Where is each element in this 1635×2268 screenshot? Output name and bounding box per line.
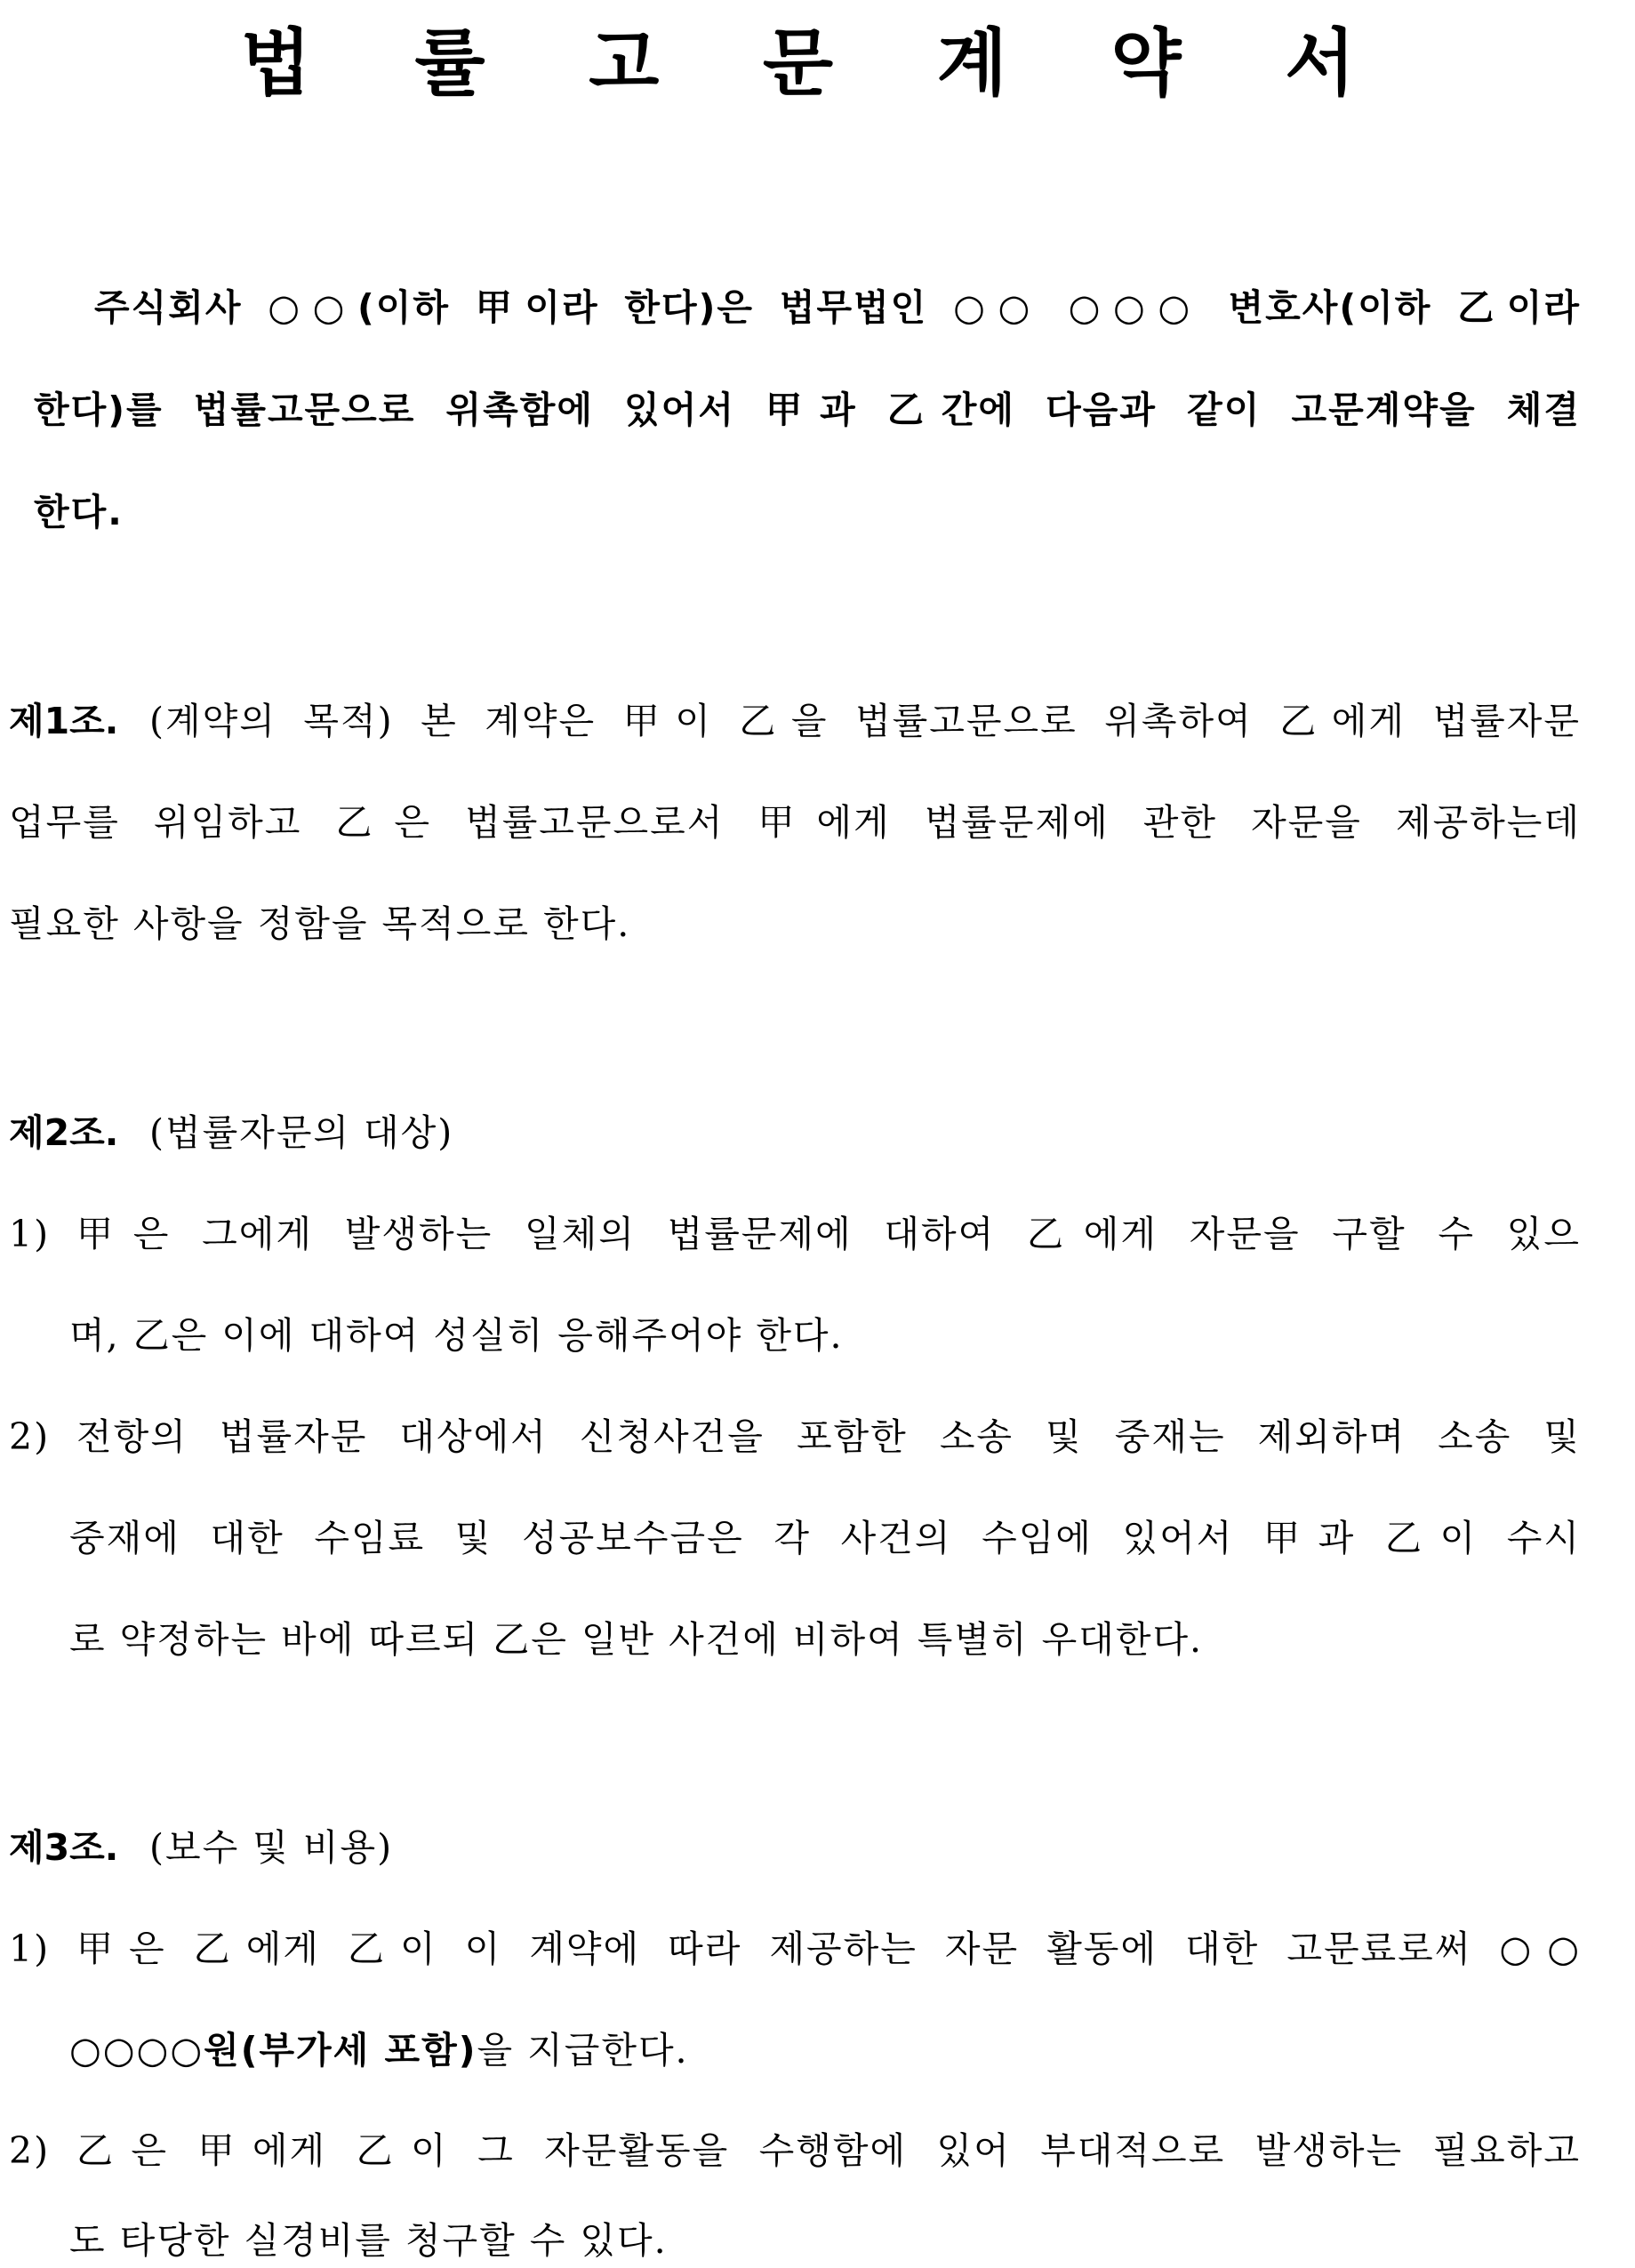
article-3-item-2-line-2: 도 타당한 실경비를 청구할 수 있다. <box>69 2219 668 2262</box>
article-3-item-2-number: 2) <box>9 2129 51 2172</box>
article-3-subtitle: (보수 및 비용) <box>149 1826 394 1869</box>
article-3-item-2-line-1: 乙은 甲에게 乙이 그 자문활동을 수행함에 있어 부대적으로 발생하는 필요하고 <box>76 2129 1581 2172</box>
article-3-item-1-number: 1) <box>9 1927 51 1970</box>
article-1-heading: 제1조. <box>9 700 119 742</box>
article-3-item-1-line-1: 甲은 乙에게 乙이 이 계약에 따라 제공하는 자문 활동에 대한 고문료로써 ○○ <box>76 1927 1581 1970</box>
article-2-item-1-number: 1) <box>9 1213 51 1255</box>
article-1-line-2: 업무를 위임하고 乙은 법률고문으로서 甲에게 법률문제에 관한 자문을 제공하는데 <box>9 801 1581 844</box>
article-1-line-1: (계약의 목적) 본 계약은 甲이 乙을 법률고문으로 위촉하여 乙에게 법률자문 <box>149 700 1581 742</box>
article-1-line-3: 필요한 사항을 정함을 목적으로 한다. <box>9 902 631 945</box>
fee-amount: ○○○○원(부가세 포함) <box>69 2029 477 2072</box>
article-2-item-1-line-2: 며, 乙은 이에 대하여 성실히 응해주어야 한다. <box>69 1314 844 1357</box>
preamble-line-3: 한다. <box>34 491 124 533</box>
article-2-subtitle: (법률자문의 대상) <box>149 1111 454 1154</box>
document-title: 법 률 고 문 계 약 서 <box>240 21 1395 106</box>
article-2-item-2-number: 2) <box>9 1415 51 1458</box>
article-2-item-1-line-1: 甲은 그에게 발생하는 일체의 법률문제에 대하여 乙에게 자문을 구할 수 있으 <box>76 1213 1581 1255</box>
article-3-heading: 제3조. <box>9 1826 119 1869</box>
article-2-item-2-line-3: 로 약정하는 바에 따르되 乙은 일반 사건에 비하여 특별히 우대한다. <box>69 1618 1204 1661</box>
preamble-line-1: 주식회사 ○○(이하 甲이라 한다)은 법무법인 ○○ ○○○ 변호사(이하 乙이라 <box>94 286 1581 329</box>
article-3-item-1-line-2-wrap <box>69 2025 689 2075</box>
article-2-heading: 제2조. <box>9 1111 119 1154</box>
article-2-item-2-line-1: 전항의 법률자문 대상에서 신청사건을 포함한 소송 및 중재는 제외하며 소송 및 <box>76 1415 1581 1458</box>
article-3-item-1-line-2: 을 지급한다. <box>477 2029 689 2072</box>
preamble-line-2: 한다)를 법률고문으로 위촉함에 있어서 甲과 乙간에 다음과 같이 고문계약을 체결 <box>34 389 1581 431</box>
article-2-item-2-line-2: 중재에 대한 수임료 및 성공보수금은 각 사건의 수임에 있어서 甲과 乙이 수시 <box>69 1517 1581 1559</box>
